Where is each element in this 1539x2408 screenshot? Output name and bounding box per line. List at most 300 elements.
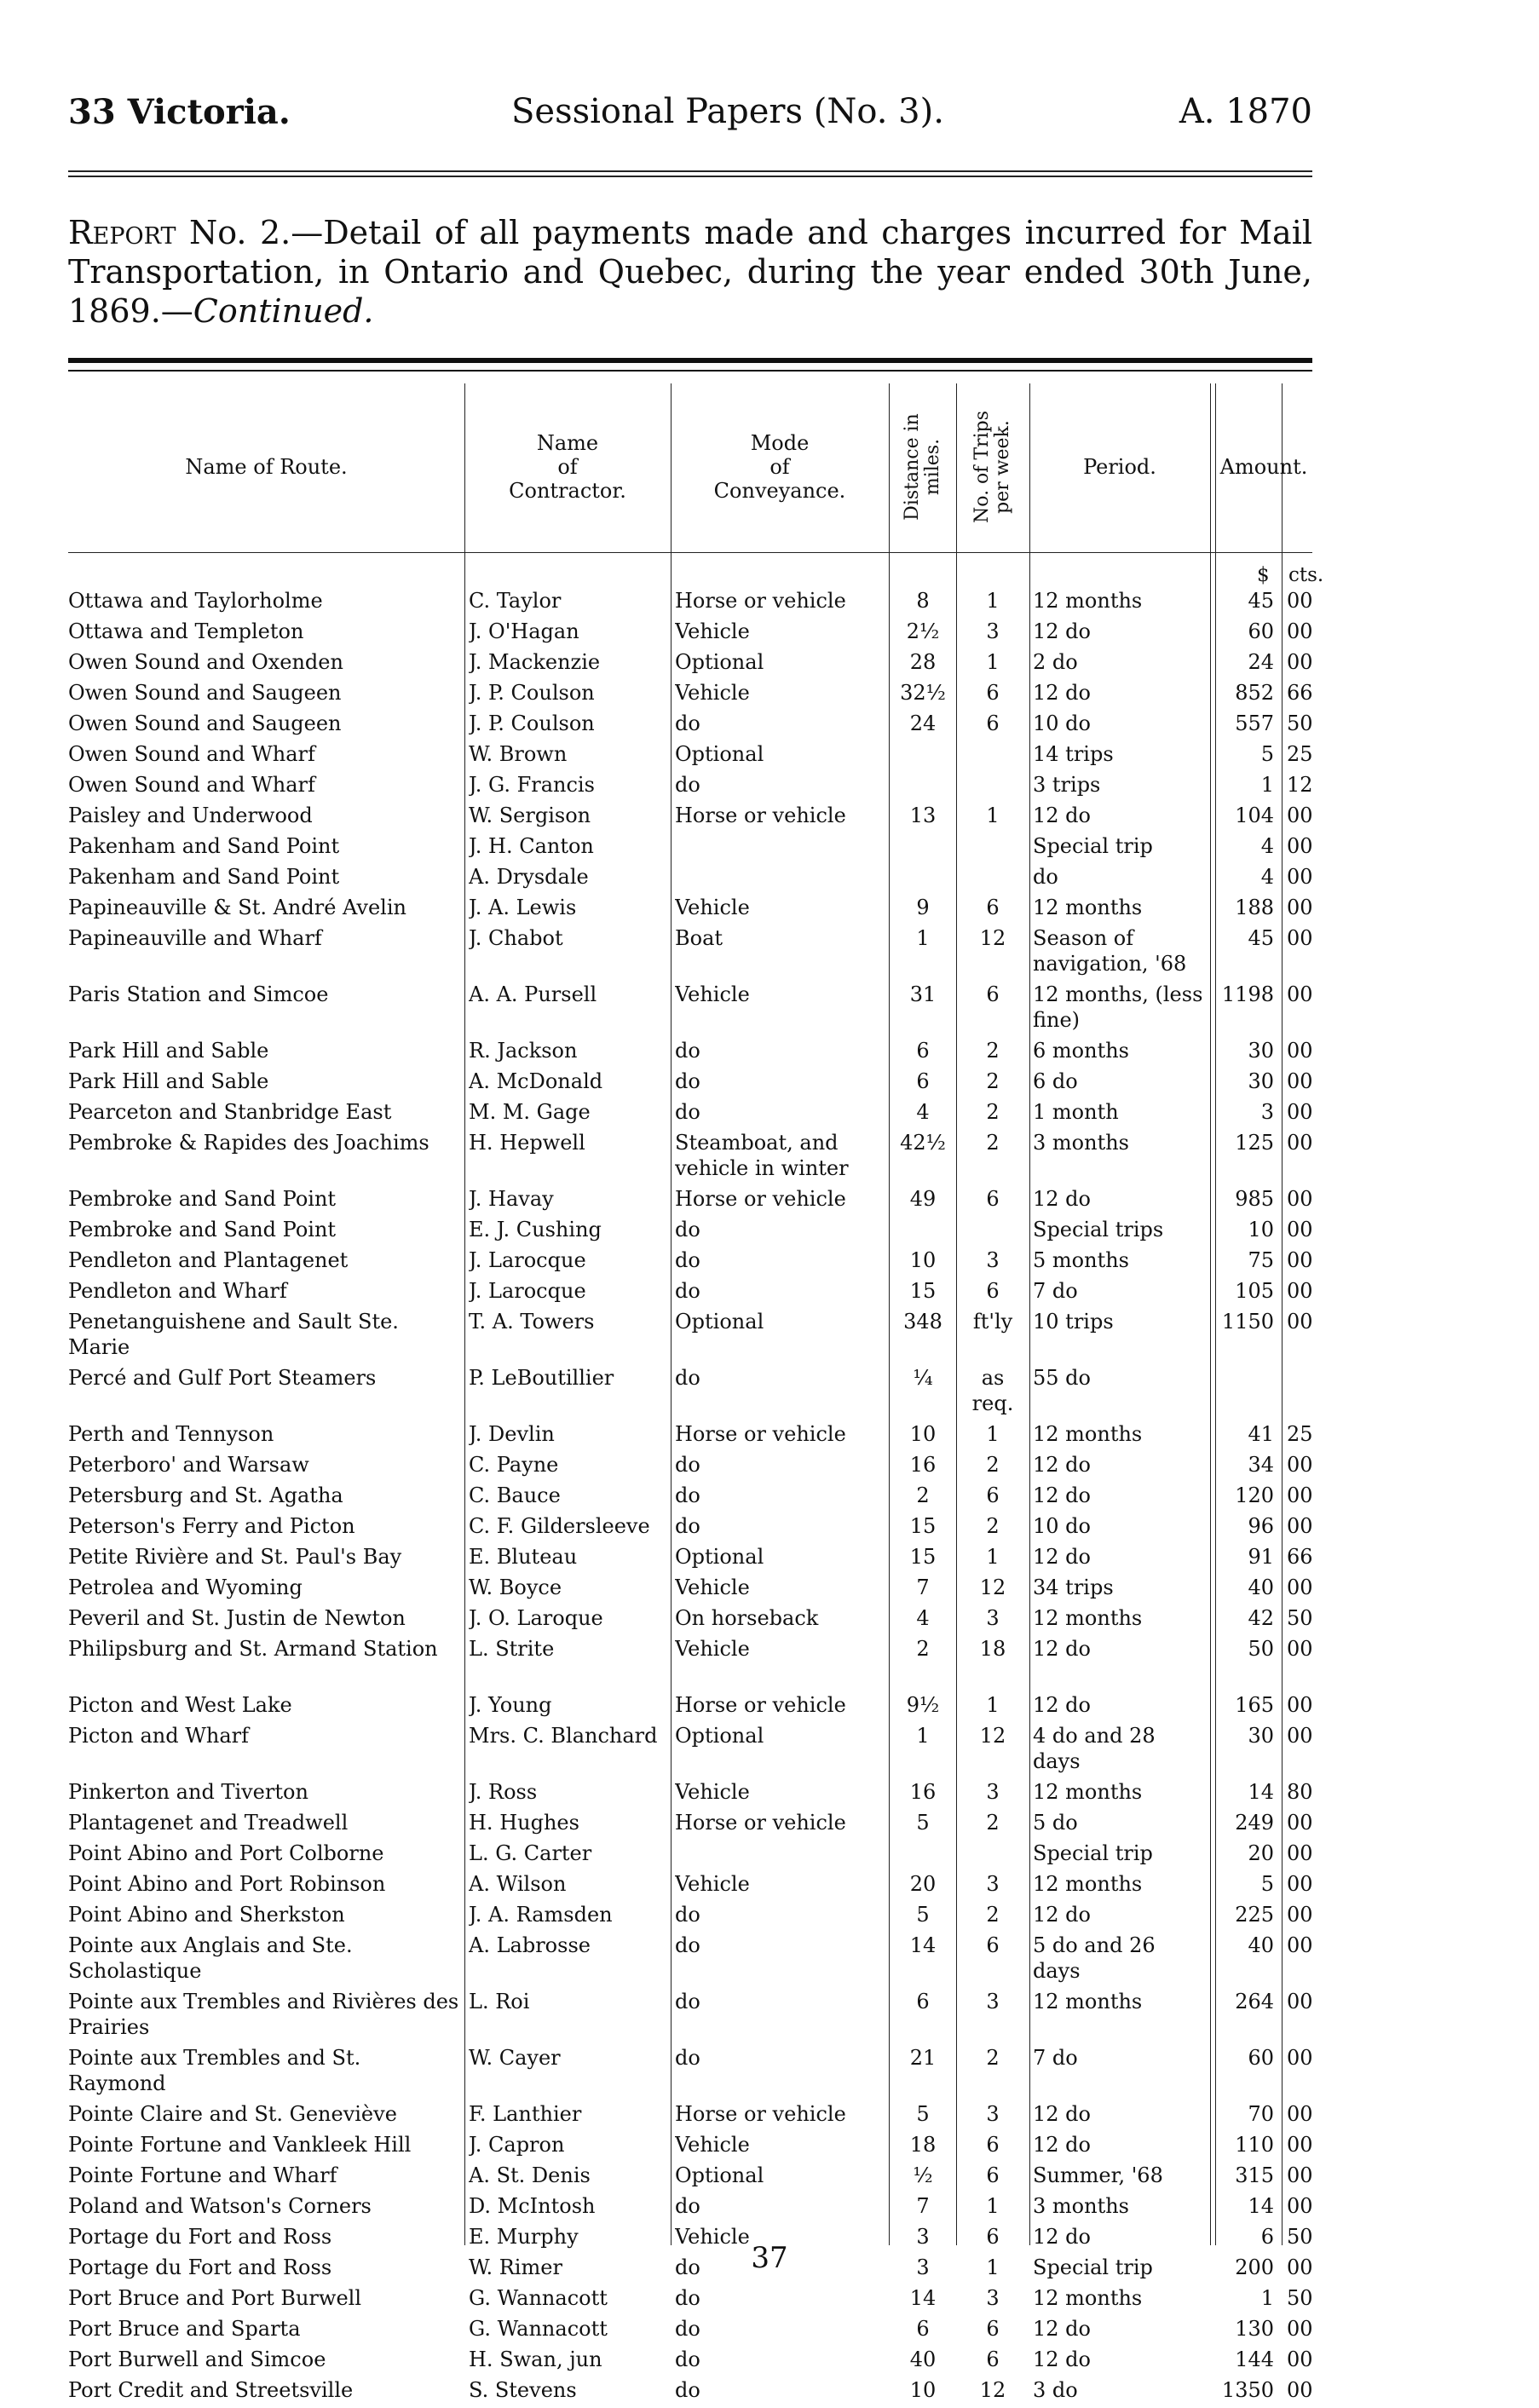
cell-distance: 9 [916, 896, 930, 919]
cell-dollars: 5 [1260, 1872, 1274, 1896]
cell-dollars: 104 [1235, 804, 1274, 827]
cell-trips: 3 [986, 1990, 1000, 2013]
cell-distance: 3 [916, 2255, 930, 2279]
cell-distance: 28 [909, 650, 937, 674]
table-row [68, 2377, 1312, 2408]
cell-trips: 6 [986, 711, 1000, 735]
cell-distance: 4 [916, 1100, 930, 1124]
cell-dollars: 130 [1235, 2317, 1274, 2341]
cell-period: Season of navigation, '68 [1033, 926, 1187, 976]
amount-units-row [68, 562, 1324, 588]
cell-period: 12 do [1033, 1693, 1091, 1717]
cell-mode: do [675, 1933, 700, 1957]
cell-route: Pointe aux Trembles and Rivières des Prairies [68, 1990, 459, 2039]
cell-cents: 00 [1287, 926, 1313, 950]
cell-dollars: 1 [1260, 773, 1274, 797]
cell-trips: 6 [986, 896, 1000, 919]
cell-contractor: A. Drysdale [469, 865, 589, 889]
table-row [68, 2132, 1312, 2163]
cell-trips: 6 [986, 1483, 1000, 1507]
cell-trips: 2 [986, 1903, 1000, 1927]
cell-period: 12 do [1033, 2348, 1091, 2371]
table-row [68, 803, 1312, 833]
cell-trips: 3 [986, 1606, 1000, 1630]
cell-distance [893, 1841, 953, 1866]
cell-trips: 6 [986, 2163, 1000, 2187]
cell-route: Owen Sound and Saugeen [68, 681, 342, 705]
cell-distance: 10 [909, 2378, 937, 2402]
table-row [68, 1278, 1312, 1309]
header-rule [68, 176, 1312, 177]
table-row [68, 1810, 1312, 1841]
cell-dollars: 264 [1235, 1990, 1274, 2013]
cell-trips [959, 833, 1027, 859]
cell-cents: 80 [1287, 1780, 1313, 1804]
cell-dollars: 14 [1248, 2194, 1274, 2218]
table-row [68, 1247, 1312, 1278]
cell-route: Penetanguishene and Sault Ste. Marie [68, 1310, 399, 1359]
cell-cents: 00 [1287, 1039, 1313, 1063]
cell-dollars: 6 [1260, 2225, 1274, 2249]
cell-cents: 50 [1287, 2286, 1313, 2310]
cell-cents: 66 [1287, 1545, 1313, 1569]
cell-period: 12 do [1033, 804, 1091, 827]
cell-dollars: 20 [1248, 1841, 1274, 1865]
cell-dollars: 4 [1260, 865, 1274, 889]
cell-contractor: J. Young [469, 1693, 552, 1717]
cell-route: Pointe aux Trembles and St. Raymond [68, 2046, 361, 2095]
cell-period: 7 do [1033, 1279, 1078, 1303]
table-row [68, 1309, 1312, 1365]
cell-contractor: C. F. Gildersleeve [469, 1514, 650, 1538]
cell-route: Point Abino and Port Colborne [68, 1841, 384, 1865]
cell-cents: 00 [1287, 804, 1313, 827]
cell-mode: do [675, 1990, 700, 2013]
cell-dollars: 3 [1260, 1100, 1274, 1124]
cell-cents: 00 [1287, 2378, 1313, 2402]
cell-contractor: S. Stevens [469, 2378, 577, 2402]
cell-period: 12 do [1033, 619, 1091, 643]
cell-route: Pembroke and Sand Point [68, 1218, 337, 1241]
cell-route: Pinkerton and Tiverton [68, 1780, 308, 1804]
cell-dollars: 60 [1248, 619, 1274, 643]
cell-mode: Vehicle [675, 1780, 750, 1804]
cell-mode: do [675, 2255, 700, 2279]
cell-route: Petrolea and Wyoming [68, 1576, 303, 1599]
cell-trips: 6 [986, 1279, 1000, 1303]
cell-contractor: E. Bluteau [469, 1545, 578, 1569]
cell-contractor: J. P. Coulson [469, 711, 595, 735]
cell-dollars: 91 [1248, 1545, 1274, 1569]
cell-mode: Horse or vehicle [675, 1693, 846, 1717]
cell-contractor: J. G. Francis [469, 773, 595, 797]
cell-route: Point Abino and Sherkston [68, 1903, 345, 1927]
table-row [68, 2163, 1312, 2193]
cell-trips: 6 [986, 681, 1000, 705]
cell-period: 12 months [1033, 1780, 1143, 1804]
cell-period: 12 do [1033, 1637, 1091, 1661]
cell-contractor: R. Jackson [469, 1039, 578, 1063]
running-head-left: 33 Victoria. [68, 92, 291, 132]
cell-distance: 2 [916, 1637, 930, 1661]
cell-mode: Horse or vehicle [675, 804, 846, 827]
cell-trips: 6 [986, 982, 1000, 1006]
cell-dollars: 60 [1248, 2046, 1274, 2070]
cell-distance: 14 [909, 2286, 937, 2310]
cell-period: 12 do [1033, 1545, 1091, 1569]
cell-contractor: C. Taylor [469, 589, 562, 613]
cell-dollars: 852 [1235, 681, 1274, 705]
cell-period: 10 do [1033, 1514, 1091, 1538]
cell-trips: 2 [986, 1131, 1000, 1155]
cell-period: 12 months [1033, 1422, 1143, 1446]
cell-route: Papineauville and Wharf [68, 926, 322, 950]
cell-contractor: J. Larocque [469, 1279, 586, 1303]
cell-period: Special trip [1033, 2255, 1153, 2279]
cell-trips: 3 [986, 2286, 1000, 2310]
cell-cents: 00 [1287, 1100, 1313, 1124]
cell-dollars: 249 [1235, 1811, 1274, 1835]
cell-distance [893, 1217, 953, 1242]
cell-cents: 00 [1287, 2255, 1313, 2279]
cell-mode: do [675, 2317, 700, 2341]
cell-dollars: 105 [1235, 1279, 1274, 1303]
cell-trips: 6 [986, 2225, 1000, 2249]
table-row [68, 895, 1312, 925]
cell-trips: 1 [986, 589, 1000, 613]
cell-contractor: E. Murphy [469, 2225, 579, 2249]
table-row [68, 1779, 1312, 1810]
cell-distance: 4 [916, 1606, 930, 1630]
cell-period: 12 months [1033, 1872, 1143, 1896]
cell-contractor: J. H. Canton [469, 834, 594, 858]
cell-trips: 6 [986, 2348, 1000, 2371]
cell-dollars: 557 [1235, 711, 1274, 735]
column-header-mode [671, 383, 889, 550]
cell-trips: as req. [971, 1366, 1014, 1415]
table-row [68, 1038, 1312, 1069]
column-header-route-label: Name of Route. [185, 454, 348, 479]
running-head [68, 92, 1312, 143]
cell-trips: 2 [986, 1039, 1000, 1063]
cell-contractor: J. Chabot [469, 926, 563, 950]
cell-route: Pendleton and Wharf [68, 1279, 287, 1303]
cell-distance [893, 833, 953, 859]
cell-trips: ft'ly [972, 1310, 1013, 1334]
cell-period: do [1033, 865, 1058, 889]
cell-trips: 18 [979, 1637, 1006, 1661]
cell-mode: do [675, 1483, 700, 1507]
cell-period: Summer, '68 [1033, 2163, 1163, 2187]
cell-dollars: 225 [1235, 1903, 1274, 1927]
cell-dollars: 188 [1235, 896, 1274, 919]
cell-dollars: 45 [1248, 589, 1274, 613]
cell-cents: 00 [1287, 1933, 1313, 1957]
cell-contractor: C. Payne [469, 1453, 559, 1477]
cell-trips: 2 [986, 1811, 1000, 1835]
cell-mode: Horse or vehicle [675, 1811, 846, 1835]
cell-distance: 16 [909, 1780, 937, 1804]
column-header-contractor [464, 383, 671, 550]
cell-contractor: J. Larocque [469, 1248, 586, 1272]
cell-route: Point Abino and Port Robinson [68, 1872, 386, 1896]
column-header-contractor-label: Name of Contractor. [509, 430, 626, 503]
cell-dollars: 34 [1248, 1453, 1274, 1477]
cell-cents: 00 [1287, 1990, 1313, 2013]
cell-cents: 50 [1287, 711, 1313, 735]
table-row [68, 1365, 1312, 1421]
cell-distance: 6 [916, 1069, 930, 1093]
cell-mode: Optional [675, 650, 764, 674]
cell-period: 10 trips [1033, 1310, 1114, 1334]
cell-distance: 6 [916, 1990, 930, 2013]
cell-trips: 1 [986, 1693, 1000, 1717]
cell-contractor: J. Capron [469, 2133, 565, 2157]
cell-contractor: A. A. Pursell [469, 982, 597, 1006]
table-row [68, 588, 1312, 619]
cell-cents: 25 [1287, 742, 1313, 766]
cell-dollars: 24 [1248, 650, 1274, 674]
cell-cents: 00 [1287, 2133, 1313, 2157]
cell-distance: 32½ [900, 681, 946, 705]
cell-mode: Vehicle [675, 1637, 750, 1661]
running-head-center: Sessional Papers (No. 3). [511, 92, 944, 131]
cell-cents: 00 [1287, 2194, 1313, 2218]
cell-trips: 1 [986, 2255, 1000, 2279]
cell-dollars: 70 [1248, 2102, 1274, 2126]
cell-contractor: J. Ross [469, 1780, 538, 1804]
cell-contractor: G. Wannacott [469, 2286, 608, 2310]
cell-mode: Vehicle [675, 2133, 750, 2157]
cell-mode: do [675, 2348, 700, 2371]
cell-dollars: 42 [1248, 1606, 1274, 1630]
column-header-period [1029, 383, 1210, 550]
cell-trips: 12 [979, 926, 1006, 950]
cell-route: Owen Sound and Saugeen [68, 711, 342, 735]
cell-dollars: 165 [1235, 1693, 1274, 1717]
cell-trips: 3 [986, 2102, 1000, 2126]
cell-route: Portage du Fort and Ross [68, 2255, 332, 2279]
table-row [68, 1186, 1312, 1217]
cell-dollars: 30 [1248, 1039, 1274, 1063]
column-header-period-label: Period. [1083, 454, 1156, 479]
cell-route: Park Hill and Sable [68, 1039, 269, 1063]
cell-cents: 00 [1287, 589, 1313, 613]
cell-mode [675, 864, 884, 890]
column-header-rule [68, 552, 1312, 553]
header-rule [68, 170, 1312, 172]
table-row [68, 864, 1312, 895]
cell-cents: 00 [1287, 982, 1313, 1006]
cell-route: Owen Sound and Wharf [68, 742, 315, 766]
cell-trips: 2 [986, 1514, 1000, 1538]
cell-trips: 3 [986, 1248, 1000, 1272]
cell-period: 12 months, (less fine) [1033, 982, 1203, 1032]
cell-mode: Vehicle [675, 1576, 750, 1599]
cell-distance: 24 [909, 711, 937, 735]
cell-route: Park Hill and Sable [68, 1069, 269, 1093]
cell-cents: 00 [1287, 1453, 1313, 1477]
table-row [68, 1421, 1312, 1452]
cell-cents: 00 [1287, 834, 1313, 858]
column-header-distance [889, 383, 956, 550]
table-row [68, 649, 1312, 680]
cell-route: Perth and Tennyson [68, 1422, 274, 1446]
cell-dollars: 4 [1260, 834, 1274, 858]
table-row [68, 1636, 1312, 1692]
cell-distance: 7 [916, 2194, 930, 2218]
cell-dollars: 1150 [1221, 1310, 1274, 1334]
cell-cents: 00 [1287, 1841, 1313, 1865]
cell-dollars: 30 [1248, 1724, 1274, 1748]
cell-distance: 10 [909, 1248, 937, 1272]
cell-dollars: 30 [1248, 1069, 1274, 1093]
cell-period: 12 do [1033, 1483, 1091, 1507]
cell-mode: do [675, 1248, 700, 1272]
cell-dollars: 40 [1248, 1933, 1274, 1957]
table-row [68, 2347, 1312, 2377]
cell-distance: 2½ [906, 619, 940, 643]
cell-contractor: Mrs. C. Blanchard [469, 1724, 658, 1748]
cell-distance: 14 [909, 1933, 937, 1957]
cell-period: 2 do [1033, 650, 1078, 674]
cell-dollars: 75 [1248, 1248, 1274, 1272]
cell-route: Paisley and Underwood [68, 804, 313, 827]
cell-route: Ottawa and Taylorholme [68, 589, 323, 613]
cell-cents: 50 [1287, 1606, 1313, 1630]
cell-trips: 2 [986, 1069, 1000, 1093]
cell-distance: 3 [916, 2225, 930, 2249]
cell-cents: 25 [1287, 1422, 1313, 1446]
cell-mode: Vehicle [675, 896, 750, 919]
cell-distance: 16 [909, 1453, 937, 1477]
cell-cents: 00 [1287, 1310, 1313, 1334]
cell-dollars: 1198 [1221, 982, 1274, 1006]
cell-cents: 00 [1287, 2102, 1313, 2126]
cell-mode: Vehicle [675, 982, 750, 1006]
cell-trips [959, 864, 1027, 890]
cell-mode: do [675, 2194, 700, 2218]
cell-contractor: A. McDonald [469, 1069, 603, 1093]
cell-mode: Optional [675, 1310, 764, 1334]
cell-period: Special trips [1033, 1218, 1164, 1241]
cell-contractor: M. M. Gage [469, 1100, 591, 1124]
table-row [68, 741, 1312, 772]
cell-distance: 2 [916, 1483, 930, 1507]
cell-distance: 1 [916, 1724, 930, 1748]
table-row [68, 925, 1312, 982]
cell-contractor: H. Hughes [469, 1811, 579, 1835]
cell-period: 6 do [1033, 1069, 1078, 1093]
cell-cents: 00 [1287, 1637, 1313, 1661]
cell-route: Percé and Gulf Port Steamers [68, 1366, 377, 1390]
cell-cents: 00 [1287, 1483, 1313, 1507]
table-row [68, 2193, 1312, 2224]
cents-unit: cts. [1288, 564, 1324, 586]
cell-mode: Vehicle [675, 619, 750, 643]
cell-mode: do [675, 2046, 700, 2070]
cell-route: Pakenham and Sand Point [68, 834, 340, 858]
report-title-lead: Report [68, 214, 176, 251]
cell-cents: 00 [1287, 1248, 1313, 1272]
cell-cents: 00 [1287, 1576, 1313, 1599]
cell-distance [893, 741, 953, 767]
cell-distance: 15 [909, 1279, 937, 1303]
cell-mode: Optional [675, 1724, 764, 1748]
cell-distance: 5 [916, 1903, 930, 1927]
cell-route: Port Credit and Streetsville [68, 2378, 354, 2402]
table-row [68, 1605, 1312, 1636]
cell-trips: 1 [986, 650, 1000, 674]
cell-trips: 1 [986, 2194, 1000, 2218]
cell-contractor: J. Havay [469, 1187, 554, 1211]
cell-distance [893, 772, 953, 798]
cell-period: 12 do [1033, 1187, 1091, 1211]
cell-cents: 66 [1287, 681, 1313, 705]
cell-cents: 00 [1287, 1811, 1313, 1835]
cell-period: 12 do [1033, 2317, 1091, 2341]
cell-mode: Vehicle [675, 681, 750, 705]
cell-dollars: 985 [1235, 1187, 1274, 1211]
cell-trips: 1 [986, 804, 1000, 827]
cell-contractor: H. Swan, jun [469, 2348, 602, 2371]
cell-cents [1287, 1365, 1321, 1416]
cell-dollars: 50 [1248, 1637, 1274, 1661]
cell-mode: do [675, 1039, 700, 1063]
table-row [68, 619, 1312, 649]
cell-period: 12 do [1033, 1903, 1091, 1927]
cell-mode: do [675, 1453, 700, 1477]
cell-route: Pointe aux Anglais and Ste. Scholastique [68, 1933, 353, 1983]
cell-period: 3 months [1033, 2194, 1129, 2218]
table-row [68, 2045, 1312, 2101]
cell-period: 7 do [1033, 2046, 1078, 2070]
cell-route: Portage du Fort and Ross [68, 2225, 332, 2249]
cell-route: Owen Sound and Oxenden [68, 650, 343, 674]
cell-period: 3 months [1033, 1131, 1129, 1155]
cell-contractor: P. LeBoutillier [469, 1366, 614, 1390]
cell-cents: 00 [1287, 2317, 1313, 2341]
running-head-right: A. 1870 [1179, 92, 1312, 131]
cell-period: Special trip [1033, 834, 1153, 858]
cell-period: 12 do [1033, 2225, 1091, 2249]
cell-trips [959, 741, 1027, 767]
column-header-mode-label: Mode of Conveyance. [713, 430, 846, 503]
cell-cents: 00 [1287, 2046, 1313, 2070]
cell-route: Pakenham and Sand Point [68, 865, 340, 889]
cell-dollars: 120 [1235, 1483, 1274, 1507]
cell-period: 55 do [1033, 1366, 1091, 1390]
cell-cents: 00 [1287, 1872, 1313, 1896]
cell-contractor: J. P. Coulson [469, 681, 595, 705]
dollar-unit: $ [1257, 564, 1270, 586]
cell-contractor: L. Strite [469, 1637, 555, 1661]
cell-dollars: 5 [1260, 742, 1274, 766]
cell-contractor: C. Bauce [469, 1483, 561, 1507]
cell-route: Plantagenet and Treadwell [68, 1811, 349, 1835]
cell-trips: 1 [986, 1422, 1000, 1446]
cell-mode: Steamboat, and vehicle in winter [675, 1131, 849, 1180]
cell-trips: 12 [979, 1724, 1006, 1748]
cell-mode: do [675, 2378, 700, 2402]
cell-distance: 9½ [906, 1693, 940, 1717]
table-top-rule [68, 358, 1312, 363]
cell-trips [959, 772, 1027, 798]
cell-contractor: W. Boyce [469, 1576, 562, 1599]
table-row [68, 711, 1312, 741]
cell-mode: Horse or vehicle [675, 2102, 846, 2126]
cell-distance: 1 [916, 926, 930, 950]
